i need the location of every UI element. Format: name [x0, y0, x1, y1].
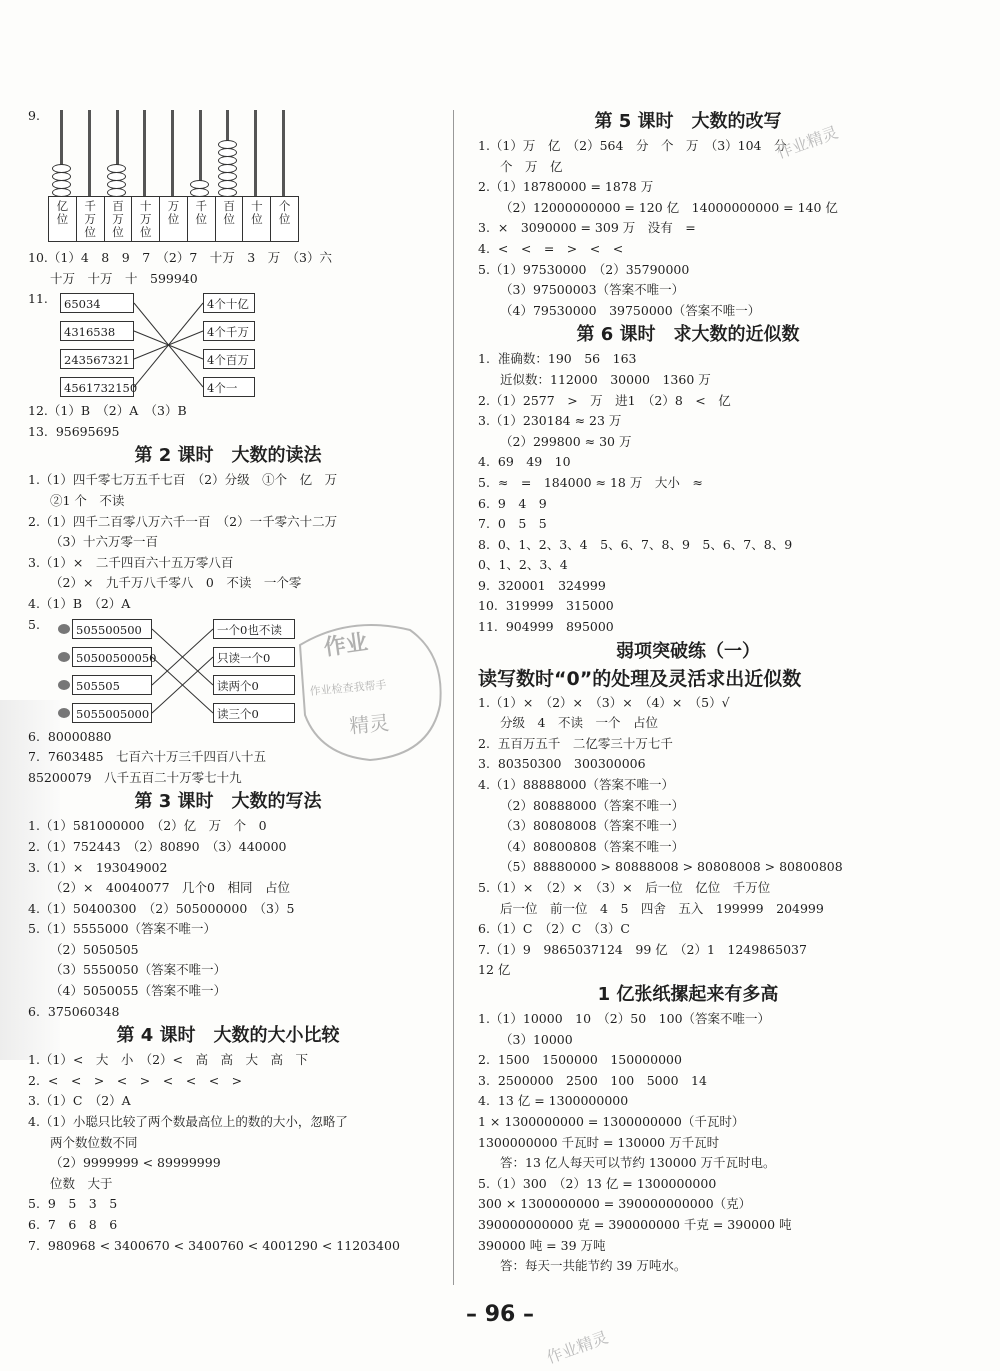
- watermark-text-top: 作业精灵: [774, 122, 841, 163]
- answer-line: 5.（1）97530000 （2）35790000: [478, 261, 690, 277]
- abacus-bead: [107, 172, 126, 181]
- match-left-box: 5055005000: [72, 703, 152, 723]
- answer-line: 6. 375060348: [28, 1003, 120, 1019]
- match-right-box: 4个千万: [203, 321, 255, 341]
- abacus-rod: [143, 110, 146, 198]
- answer-line: 4.（1）50400300 （2）505000000 （3）5: [28, 900, 295, 916]
- abacus-place-label: 个 位: [278, 199, 291, 226]
- answer-line: 答：13 亿人每天可以节约 130000 万千瓦时电。: [500, 1155, 776, 1171]
- abacus-bead: [52, 164, 71, 173]
- answer-line: 4. 13 亿 = 1300000000: [478, 1093, 629, 1109]
- answer-line: 1.（1）581000000 （2）亿 万 个 0: [28, 818, 267, 834]
- lesson3-answers: [28, 816, 428, 1022]
- match-left-box: 65034: [60, 293, 134, 313]
- answer-line: （3）80808008（答案不唯一）: [500, 818, 685, 834]
- bug-icon: [58, 680, 70, 690]
- match-left-box: 4561732150: [60, 377, 134, 397]
- stamp-text-1: 作业: [322, 629, 370, 661]
- answer-line: 分级 4 不读 一个 占位: [500, 715, 658, 731]
- match-right-box: 4个一: [203, 377, 255, 397]
- answer-line: 3.（1）× 193049002: [28, 859, 168, 875]
- column-divider: [453, 110, 454, 1285]
- answer-line: 3.（1）C （2）A: [28, 1093, 131, 1109]
- answer-line: 3.（1）× 二千四百六十五万零八百: [28, 554, 234, 570]
- answer-line: （2）9999999 < 89999999: [50, 1155, 221, 1171]
- answer-line: 8. 0、1、2、3、4 5、6、7、8、9 5、6、7、8、9: [478, 536, 793, 552]
- lesson4-answers: [28, 1050, 428, 1256]
- answer-line: 3.（1）230184 ≈ 23 万: [478, 413, 622, 429]
- answer-line: （3）97500003（答案不唯一）: [500, 282, 685, 298]
- abacus-place-label: 百 位: [216, 197, 244, 241]
- answer-line: （2）× 40040077 几个0 相同 占位: [50, 880, 291, 896]
- section-title-lesson5: 第 5 课时 大数的改写: [594, 111, 782, 132]
- section-title-paper-height: 1 亿张纸摞起来有多高: [597, 983, 779, 1005]
- answer-line: 后一位 前一位 4 5 四舍 五入 199999 204999: [500, 900, 824, 916]
- section-title-lesson6: 第 6 课时 求大数的近似数: [576, 324, 800, 346]
- abacus-rod: [282, 110, 285, 198]
- answer-line: 4.（1）B （2）A: [28, 595, 131, 611]
- answer-line: ②1 个 不读: [50, 492, 125, 508]
- answer-line: 4.（1）88888000（答案不唯一）: [478, 777, 675, 793]
- match-left-box: 4316538: [60, 321, 134, 341]
- answer-line: 3. 2500000 2500 100 5000 14: [478, 1072, 707, 1088]
- answer-line: 9. 320001 324999: [478, 577, 606, 593]
- answer-line: 答：每天一共能节约 39 万吨水。: [500, 1258, 687, 1274]
- answer-line: （2）5050505: [50, 941, 139, 957]
- abacus-place-label: 百 万 位: [105, 197, 133, 241]
- answer-line: 1. 准确数：190 56 163: [478, 351, 637, 367]
- answer-line: 3. 80350300 300300006: [478, 756, 646, 772]
- match-right-box: 4个十亿: [203, 293, 255, 313]
- watermark-text-bottom: 作业精灵: [544, 1327, 611, 1368]
- answer-line: 4. < < = > < <: [478, 240, 624, 256]
- lesson6-answers: [478, 349, 898, 637]
- answer-line: 2.（1）2577 > 万 进1 （2）8 < 亿: [478, 392, 731, 408]
- answer-line: 2. < < > < > < < < >: [28, 1072, 243, 1088]
- answer-line: 1.（1）< 大 小 （2）< 高 高 大 高 下: [28, 1052, 309, 1068]
- abacus-figure: [28, 108, 428, 248]
- abacus-bead: [52, 180, 71, 189]
- bug-icon: [58, 708, 70, 718]
- abacus-bead: [218, 164, 237, 173]
- lesson5-answers: [478, 136, 898, 321]
- paper-height-answers: [478, 1009, 898, 1277]
- answer-line: （2）299800 ≈ 30 万: [500, 433, 632, 449]
- match-left-box: 505500500: [72, 619, 152, 639]
- answer-line: 2.（1）四千二百零八万六千一百 （2）一千零六十二万: [28, 513, 338, 529]
- abacus-place-label: 亿 位: [49, 197, 77, 241]
- match-left-box: 505505: [72, 675, 152, 695]
- answer-line: 1.（1）四千零七万五千七百 （2）分级 ①个 亿 万: [28, 472, 338, 488]
- answer-line: 85200079 八千五百二十万零七十九: [28, 769, 242, 785]
- answer-line: 1.（1）× （2）× （3）× （4）× （5）√: [478, 694, 730, 710]
- answer-line: （2）12000000000 = 120 亿 14000000000 = 140 亿: [500, 199, 838, 215]
- abacus-bead: [190, 180, 209, 189]
- answer-line: （4）5050055（答案不唯一）: [50, 983, 227, 999]
- answer-line: 5.（1）300 （2）13 亿 = 1300000000: [478, 1175, 717, 1191]
- answer-line: （3）十六万零一百: [50, 534, 158, 550]
- answer-line: 2.（1）18780000 = 1878 万: [478, 179, 654, 195]
- answer-line: 两个数位数不同: [50, 1134, 138, 1150]
- abacus-place-label: 十 万 位: [132, 197, 160, 241]
- answer-line: （2）80888000（答案不唯一）: [500, 797, 685, 813]
- abacus-base: [48, 196, 299, 242]
- section-subtitle-zero-handling: 读写数时“0”的处理及灵活求出近似数: [478, 667, 802, 690]
- answer-line: 5. 9 5 3 5: [28, 1196, 118, 1212]
- answer-line: 5.（1）5555000（答案不唯一）: [28, 921, 217, 937]
- abacus-bead: [107, 164, 126, 173]
- lesson2-answers: [28, 470, 428, 614]
- abacus-rod: [88, 110, 91, 198]
- abacus-place-label: 千 万 位: [77, 197, 105, 241]
- q11-matching: [28, 289, 428, 401]
- abacus-rod: [171, 110, 174, 198]
- answer-line: （4）79530000 39750000（答案不唯一）: [500, 302, 761, 318]
- answer-line: 4.（1）小聪只比较了两个数最高位上的数的大小，忽略了: [28, 1114, 348, 1130]
- answer-line: 2.（1）752443 （2）80890 （3）440000: [28, 838, 287, 854]
- stamp-text-3: 精灵: [348, 710, 391, 738]
- abacus-rod: [254, 110, 257, 198]
- answer-line: （3）5550050（答案不唯一）: [50, 962, 227, 978]
- answer-line: 7.（1）9 9865037124 99 亿 （2）1 1249865037: [478, 941, 807, 957]
- match-right-box: 读三个0: [213, 703, 295, 723]
- q5-number: 5.: [28, 616, 40, 632]
- match-right-box: 4个百万: [203, 349, 255, 369]
- answer-line: 1.（1）10000 10 （2）50 100（答案不唯一）: [478, 1010, 771, 1026]
- q13: 13. 95695695: [28, 423, 120, 439]
- abacus-bead: [107, 180, 126, 189]
- answer-line: 3. × 3090000 = 309 万 没有 =: [478, 220, 696, 236]
- abacus-place-label: 十 位: [243, 197, 271, 241]
- answer-line: 近似数：112000 30000 1360 万: [500, 371, 711, 387]
- match-right-box: 读两个0: [213, 675, 295, 695]
- answer-line: 12 亿: [478, 962, 511, 978]
- right-column: [478, 108, 898, 1277]
- answer-line: 个 万 亿: [500, 158, 563, 174]
- answer-line: 2. 1500 1500000 150000000: [478, 1052, 682, 1068]
- abacus-bead: [218, 140, 237, 149]
- match-right-box: 只读一个0: [213, 647, 295, 667]
- answer-line: 5. ≈ = 184000 ≈ 18 万 大小 ≈: [478, 474, 703, 490]
- answer-line: 5.（1）× （2）× （3）× 后一位 亿位 千万位: [478, 880, 771, 895]
- answer-line: 1.（1）万 亿 （2）564 分 个 万 （3）104 分: [478, 138, 787, 153]
- answer-line: 4. 69 49 10: [478, 454, 571, 470]
- answer-line: （2）× 九千万八千零八 0 不读 一个零: [50, 575, 302, 591]
- q10-line2: 十万 十万 十 599940: [50, 270, 198, 286]
- abacus-place-label: 万 位: [160, 197, 188, 241]
- abacus-bead: [218, 148, 237, 157]
- q9-number: 9.: [28, 108, 40, 123]
- abacus-bead: [52, 172, 71, 181]
- q11-number: 11.: [28, 291, 48, 307]
- answer-line: 1 × 1300000000 = 1300000000（千瓦时）: [478, 1113, 745, 1129]
- abacus-bead: [218, 172, 237, 181]
- answer-line: 7. 0 5 5: [478, 516, 547, 532]
- abacus-place-label: 千 位: [188, 197, 216, 241]
- match-right-box: 一个0也不读: [213, 619, 295, 639]
- abacus-bead: [218, 180, 237, 189]
- stamp-text-2: 作业检查我帮手: [309, 678, 387, 698]
- section-title-lesson4: 第 4 课时 大数的大小比较: [116, 1025, 340, 1047]
- answer-line: 6. 9 4 9: [478, 495, 547, 511]
- bug-icon: [58, 652, 70, 662]
- answer-line: 6. 80000880: [28, 728, 112, 744]
- answer-line: 位数 大于: [50, 1175, 113, 1191]
- section-title-weak-practice: 弱项突破练（一）: [616, 640, 760, 662]
- abacus-bead: [218, 156, 237, 165]
- match-left-box: 243567321: [60, 349, 134, 369]
- answer-line: （3）10000: [500, 1031, 573, 1047]
- answer-line: 390000000000 克 = 390000000 千克 = 390000 吨: [478, 1216, 792, 1232]
- q12: 12.（1）B （2）A （3）B: [28, 403, 187, 419]
- answer-line: 390000 吨 = 39 万吨: [478, 1237, 606, 1253]
- answer-line: 6.（1）C （2）C （3）C: [478, 921, 630, 937]
- answer-line: 300 × 1300000000 = 390000000000（克）: [478, 1196, 752, 1212]
- bug-icon: [58, 624, 70, 634]
- answer-line: 10. 319999 315000: [478, 598, 614, 614]
- answer-line: 6. 7 6 8 6: [28, 1217, 118, 1232]
- answer-line: （5）88880000 > 80888008 > 80808008 > 80800808: [500, 859, 843, 875]
- watermark-stamp: [290, 615, 450, 765]
- answer-line: （4）80800808（答案不唯一）: [500, 838, 685, 854]
- match-left-box: 50500500050: [72, 647, 152, 667]
- answer-line: 11. 904999 895000: [478, 619, 614, 635]
- q10-line1: 10.（1）4 8 9 7 （2）7 十万 3 万 （3）六: [28, 250, 332, 265]
- answer-line: 7. 7603485 七百六十万三千四百八十五: [28, 749, 267, 765]
- page-number: – 96 –: [466, 1302, 534, 1327]
- section-title-lesson2: 第 2 课时 大数的读法: [134, 445, 322, 467]
- section-title-lesson3: 第 3 课时 大数的写法: [134, 791, 322, 813]
- answer-line: 1300000000 千瓦时 = 130000 万千瓦时: [478, 1134, 720, 1150]
- weak-practice-answers: [478, 693, 898, 981]
- answer-line: 0、1、2、3、4: [478, 557, 568, 573]
- answer-line: 7. 980968 < 3400670 < 3400760 < 4001290 < 11203400: [28, 1237, 400, 1253]
- answer-line: 2. 五百万五千 二亿零三十万七千: [478, 735, 673, 751]
